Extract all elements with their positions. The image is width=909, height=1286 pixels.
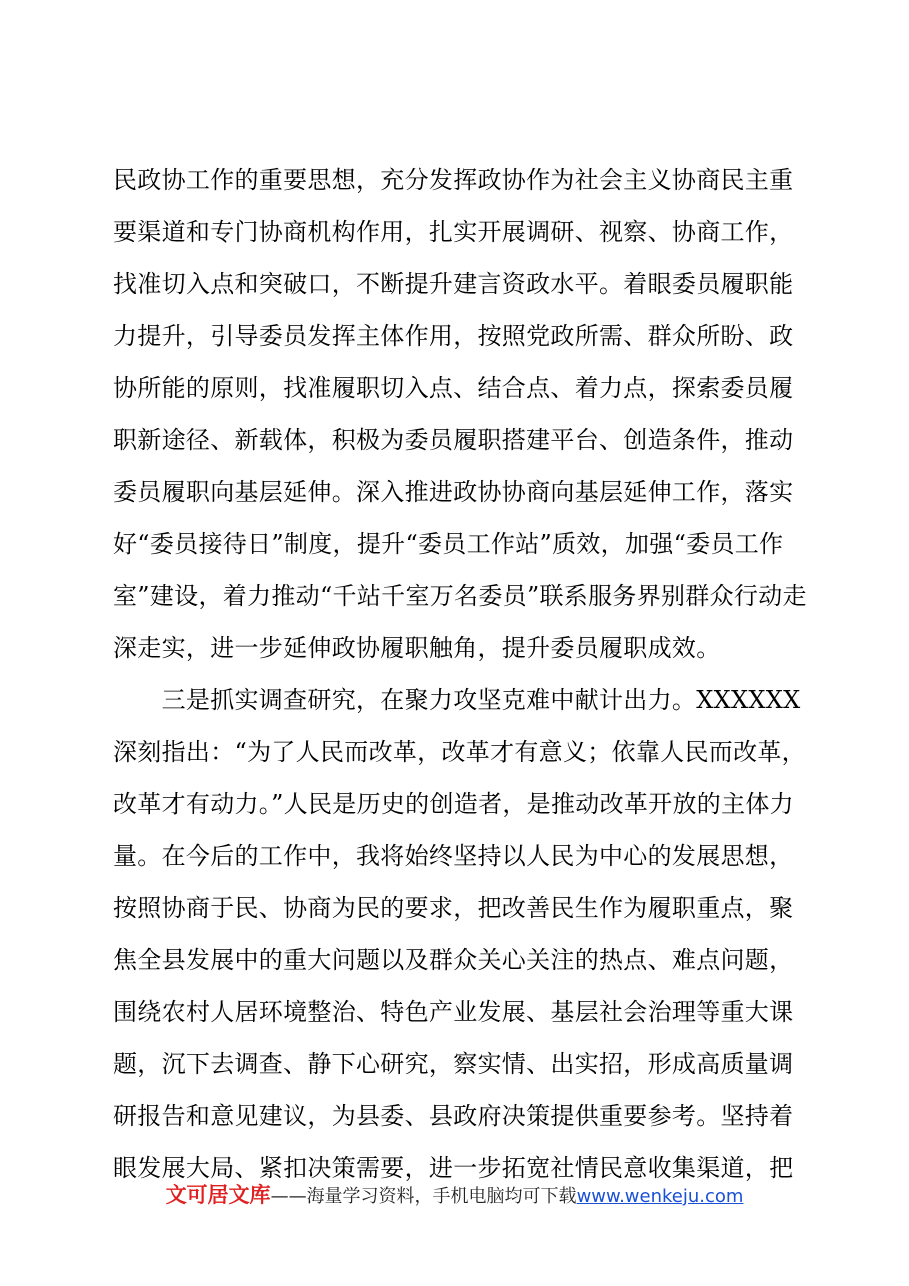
page-footer bbox=[0, 1180, 909, 1212]
text-line: 委员履职向基层延伸。深入推进政协协商向基层延伸工作，落实 bbox=[113, 478, 794, 506]
footer-website-link[interactable]: www.wenkeju.com bbox=[576, 1186, 744, 1207]
text-line: 要渠道和专门协商机构作用，扎实开展调研、视察、协商工作， bbox=[113, 218, 794, 246]
body-text bbox=[113, 154, 813, 1194]
text-line: 深刻指出：“为了人民而改革，改革才有意义；依靠人民而改革， bbox=[113, 738, 806, 766]
text-line: 按照协商于民、协商为民的要求，把改善民生作为履职重点，聚 bbox=[113, 894, 794, 922]
text-line: 力提升，引导委员发挥主体作用，按照党政所需、群众所盼、政 bbox=[113, 322, 794, 350]
text-line: 民政协工作的重要思想，充分发挥政协作为社会主义协商民主重 bbox=[113, 166, 794, 194]
text-line: 围绕农村人居环境整治、特色产业发展、基层社会治理等重大课 bbox=[113, 998, 794, 1026]
text-line: 题，沉下去调查、静下心研究，察实情、出实招，形成高质量调 bbox=[113, 1050, 794, 1078]
text-line: 焦全县发展中的重大问题以及群众关心关注的热点、难点问题， bbox=[113, 946, 794, 974]
footer-brand: 文可居文库 bbox=[165, 1183, 271, 1207]
text-line: 室”建设，着力推动“千站千室万名委员”联系服务界别群众行动走 bbox=[113, 582, 807, 610]
footer-tagline: ——海量学习资料，手机电脑均可下载 bbox=[270, 1186, 577, 1207]
text-line: 好“委员接待日”制度，提升“委员工作站”质效，加强“委员工作 bbox=[113, 530, 784, 558]
paragraph-start-line: 三是抓实调查研究，在聚力攻坚克难中献计出力。XXXXXX bbox=[113, 686, 801, 714]
text-line: 眼发展大局、紧扣决策需要，进一步拓宽社情民意收集渠道，把 bbox=[113, 1154, 794, 1182]
text-line: 量。在今后的工作中，我将始终坚持以人民为中心的发展思想， bbox=[113, 842, 794, 870]
text-line: 研报告和意见建议，为县委、县政府决策提供重要参考。坚持着 bbox=[113, 1102, 794, 1130]
text-line: 改革才有动力。”人民是历史的创造者，是推动改革开放的主体力 bbox=[113, 790, 794, 818]
text-line: 找准切入点和突破口，不断提升建言资政水平。着眼委员履职能 bbox=[113, 270, 794, 298]
text-line: 深走实，进一步延伸政协履职触角，提升委员履职成效。 bbox=[113, 634, 721, 662]
text-line: 协所能的原则，找准履职切入点、结合点、着力点，探索委员履 bbox=[113, 374, 794, 402]
text-line: 职新途径、新载体，积极为委员履职搭建平台、创造条件，推动 bbox=[113, 426, 794, 454]
